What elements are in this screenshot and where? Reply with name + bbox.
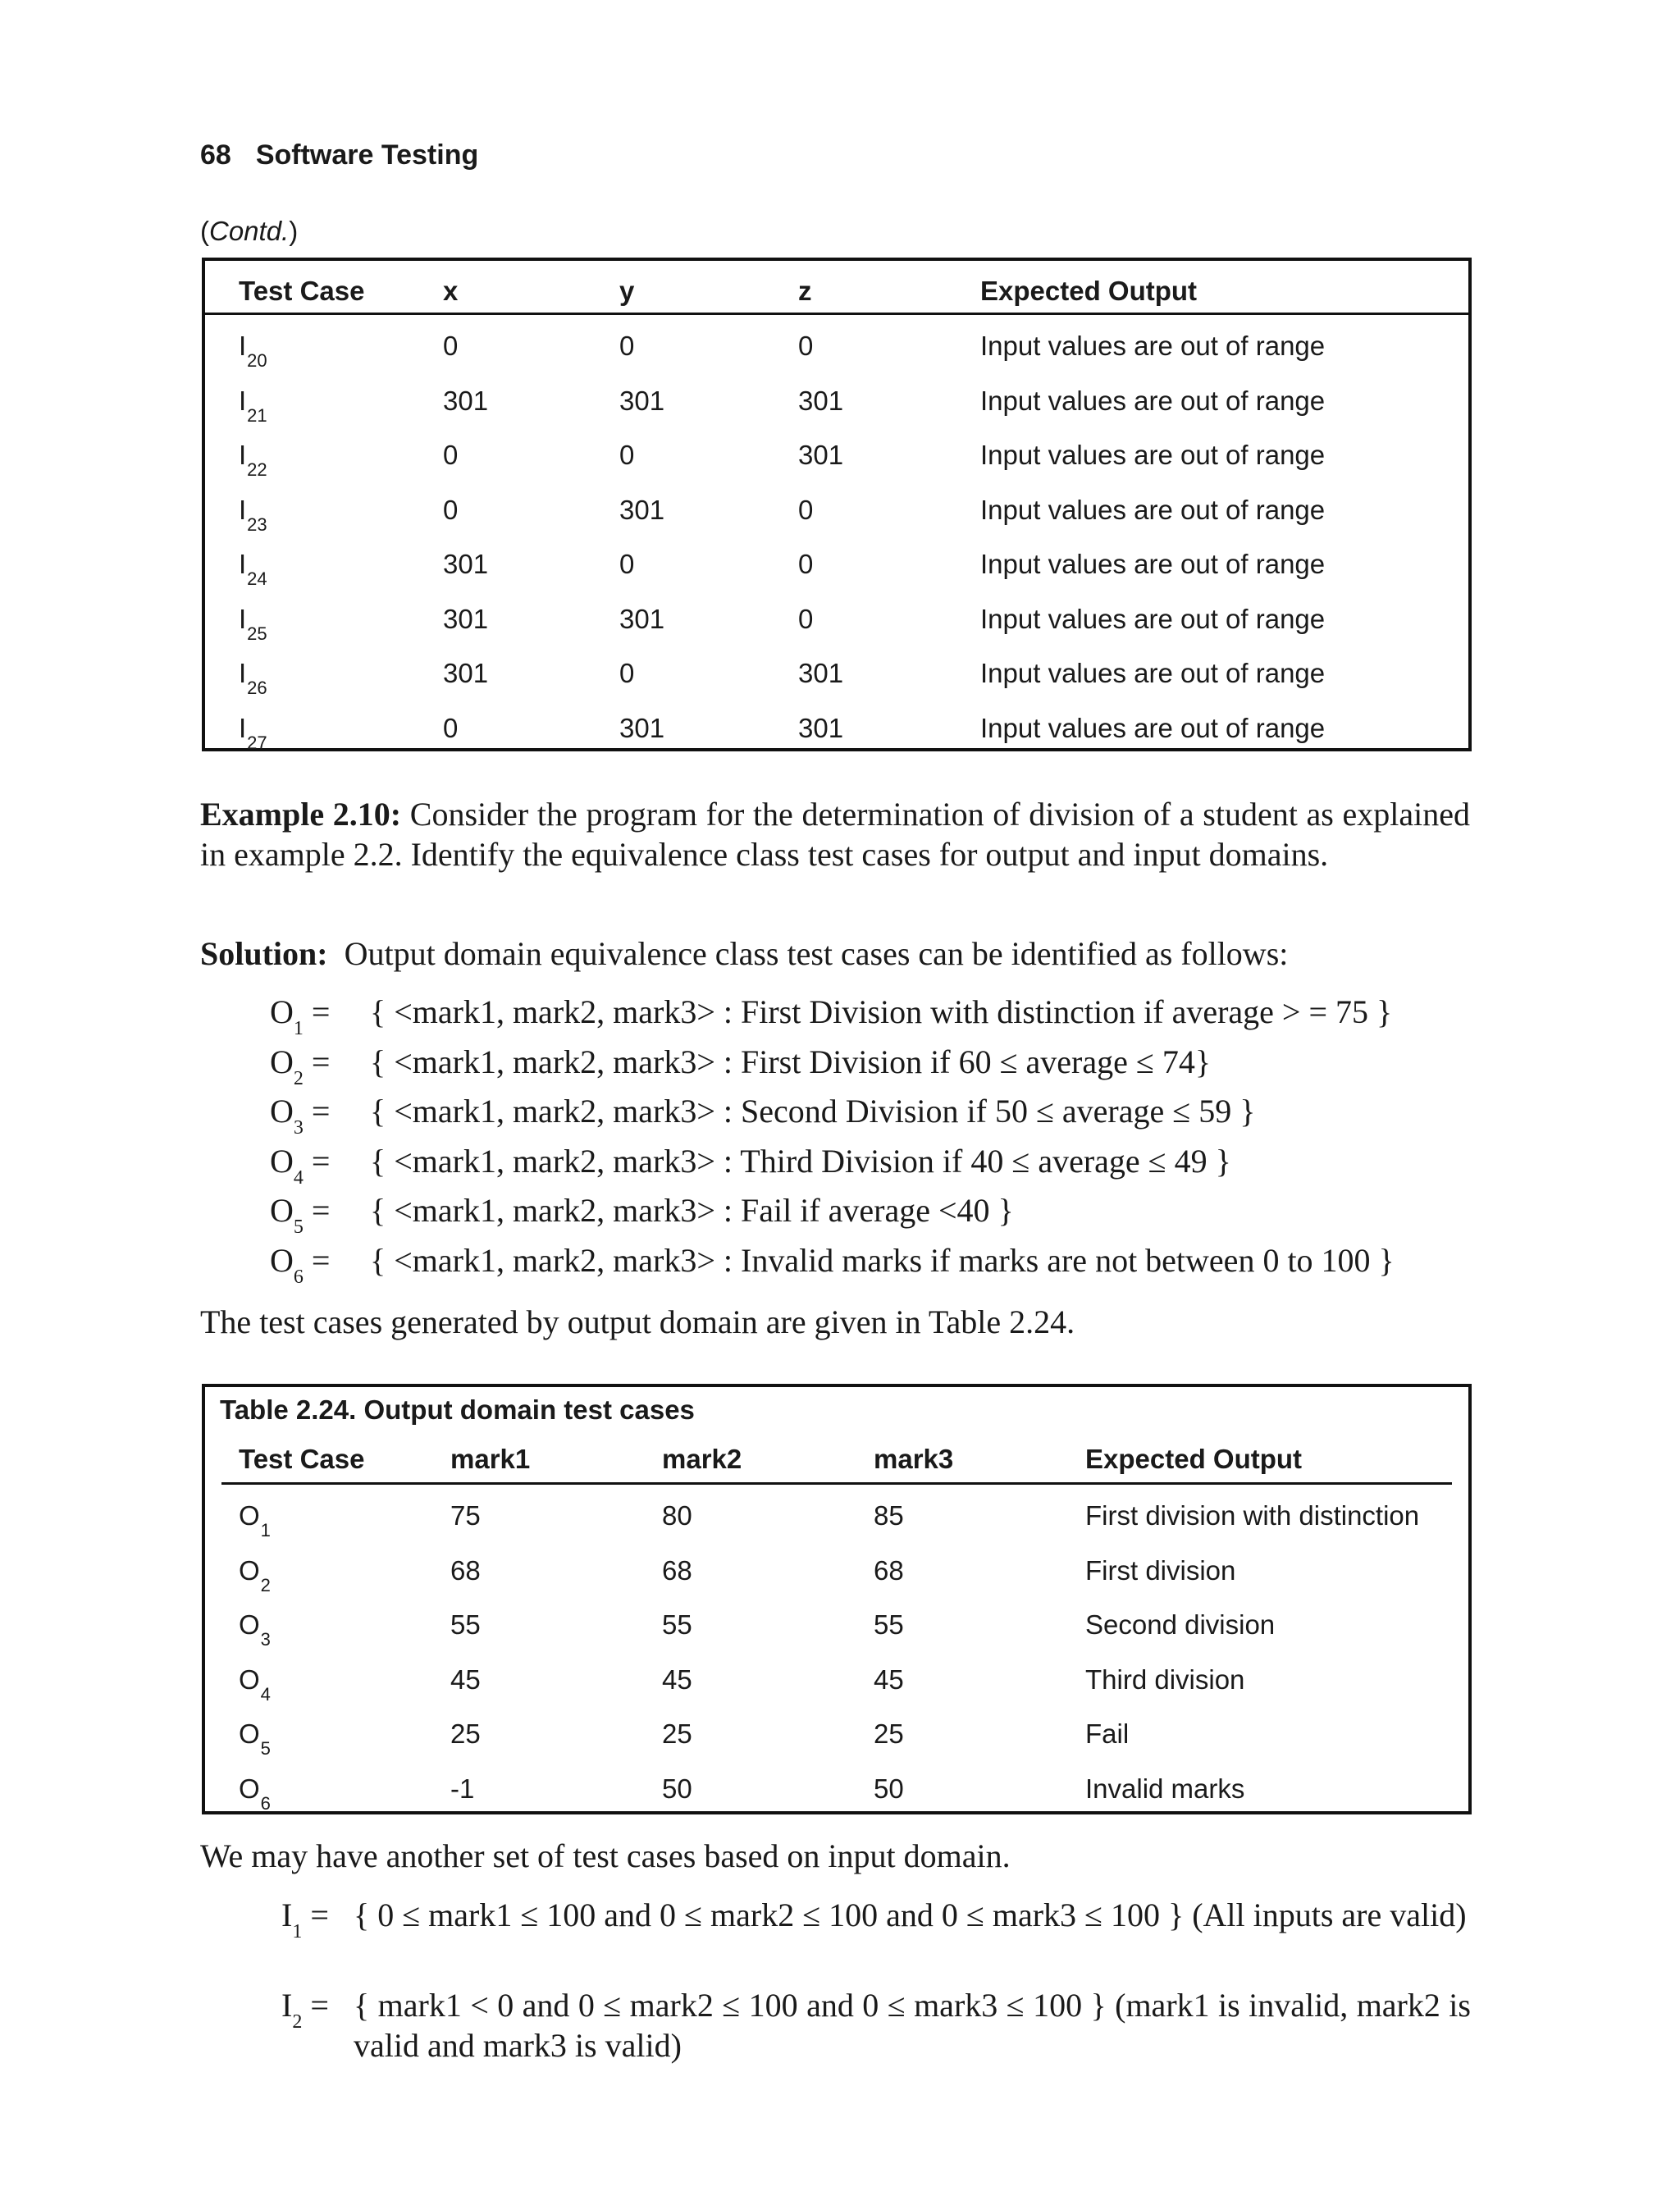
col-header-expected-output: Expected Output	[1085, 1444, 1303, 1474]
class-subscript: 1	[293, 1018, 304, 1039]
cell-y: 0	[619, 440, 635, 470]
test-case-symbol: I	[239, 494, 247, 525]
cell-z: 0	[798, 603, 814, 634]
example-label: Example 2.10:	[200, 796, 402, 833]
table-row	[205, 1554, 1468, 1595]
test-case-symbol: O	[239, 1609, 260, 1641]
cell-test-case	[239, 1773, 271, 1814]
test-case-symbol: O	[239, 1554, 260, 1586]
test-case-symbol: O	[239, 1664, 260, 1695]
cell-expected-output: First division	[1085, 1554, 1236, 1586]
class-lhs	[281, 1985, 329, 2031]
cell-y: 0	[619, 658, 635, 688]
cell-z: 0	[798, 494, 814, 525]
solution-text: Output domain equivalence class test cases can be identified as follows:	[344, 935, 1289, 972]
col-header-test-case: Test Case	[239, 276, 365, 306]
test-case-subscript: 1	[260, 1520, 271, 1540]
cell-mark3: 50	[874, 1773, 904, 1804]
cell-x: 0	[443, 331, 459, 361]
class-symbol: O	[270, 1043, 294, 1080]
test-case-symbol: I	[239, 658, 247, 688]
cell-mark1: 55	[450, 1609, 481, 1641]
cell-expected-output: Fail	[1085, 1718, 1130, 1750]
class-symbol: O	[270, 993, 294, 1030]
table-row	[205, 1500, 1468, 1540]
cell-mark2: 68	[662, 1554, 692, 1586]
cell-mark3: 55	[874, 1609, 904, 1641]
class-set: { mark1 < 0 and 0 ≤ mark2 ≤ 100 and 0 ≤ mark3 ≤ 100 } (mark1 is invalid, mark2 is valid and mark3 is valid)	[354, 1987, 1471, 2064]
test-case-symbol: I	[239, 385, 247, 416]
class-lhs	[270, 1142, 370, 1189]
table-caption-label: Table 2.24.	[220, 1394, 357, 1425]
table-row	[205, 712, 1468, 753]
cell-x: 0	[443, 440, 459, 470]
col-header-z: z	[798, 276, 812, 306]
cell-mark2: 25	[662, 1718, 692, 1750]
cell-expected-output: Input values are out of range	[980, 658, 1326, 688]
cell-x: 0	[443, 494, 459, 525]
cell-test-case	[239, 494, 267, 535]
range-test-table	[202, 258, 1472, 751]
cell-z: 0	[798, 331, 814, 361]
test-case-symbol: O	[239, 1773, 260, 1804]
example-text: Consider the program for the determination of division of a student as explained in example 2.2. Identify the equivalence class test cases for output and input domains.	[200, 796, 1471, 873]
test-case-subscript: 20	[247, 350, 267, 371]
test-case-subscript: 4	[260, 1683, 271, 1705]
cell-test-case	[239, 1718, 271, 1760]
test-case-symbol: I	[239, 603, 247, 634]
test-case-subscript: 25	[247, 623, 267, 644]
cell-mark1: -1	[450, 1773, 475, 1804]
page-number: 68	[200, 139, 231, 171]
cell-mark1: 25	[450, 1718, 481, 1750]
col-header-mark2: mark2	[662, 1444, 742, 1474]
test-case-subscript: 27	[247, 732, 267, 753]
col-header-expected-output: Expected Output	[980, 276, 1198, 306]
class-set: { <mark1, mark2, mark3> : Third Division if 40 ≤ average ≤ 49 }	[370, 1142, 1231, 1180]
table-row	[205, 658, 1468, 698]
cell-mark3: 25	[874, 1718, 904, 1750]
cell-test-case	[239, 603, 267, 644]
table-row	[205, 494, 1468, 535]
header-rule	[221, 1482, 1452, 1485]
class-symbol: I	[281, 1987, 293, 2024]
equals-sign: =	[311, 1043, 331, 1080]
class-subscript: 3	[293, 1117, 304, 1139]
table-intro: The test cases generated by output domain are given in Table 2.24.	[200, 1303, 1075, 1340]
test-case-symbol: I	[239, 331, 247, 361]
class-symbol: O	[270, 1241, 294, 1279]
book-title: Software Testing	[255, 139, 479, 171]
cell-y: 301	[619, 712, 665, 743]
class-subscript: 1	[292, 1921, 303, 1942]
class-set: { <mark1, mark2, mark3> : Invalid marks if marks are not between 0 to 100 }	[370, 1241, 1395, 1279]
class-subscript: 2	[293, 1067, 304, 1089]
header-rule	[205, 313, 1468, 315]
class-subscript: 6	[293, 1266, 304, 1288]
solution-paragraph	[200, 933, 1470, 974]
test-case-symbol: I	[239, 440, 247, 470]
class-lhs	[270, 1241, 370, 1288]
cell-test-case	[239, 712, 267, 753]
test-case-subscript: 22	[247, 459, 267, 480]
cell-x: 301	[443, 603, 489, 634]
cell-test-case	[239, 1609, 271, 1650]
output-class-definition	[270, 1093, 1256, 1139]
test-case-subscript: 2	[260, 1574, 271, 1595]
table-row	[205, 1773, 1468, 1814]
cell-expected-output: First division with distinction	[1085, 1500, 1420, 1531]
cell-test-case	[239, 440, 267, 480]
equals-sign: =	[311, 1241, 331, 1279]
col-header-y: y	[619, 276, 635, 306]
cell-mark2: 50	[662, 1773, 692, 1804]
class-lhs	[270, 1093, 370, 1139]
table-row	[205, 1609, 1468, 1650]
cell-expected-output: Second division	[1085, 1609, 1276, 1641]
col-header-mark3: mark3	[874, 1444, 954, 1474]
col-header-x: x	[443, 276, 459, 306]
cell-x: 0	[443, 712, 459, 743]
table-row	[205, 331, 1468, 371]
cell-y: 301	[619, 385, 665, 416]
class-set: { 0 ≤ mark1 ≤ 100 and 0 ≤ mark2 ≤ 100 and 0 ≤ mark3 ≤ 100 } (All inputs are valid)	[354, 1896, 1467, 1933]
cell-y: 301	[619, 494, 665, 525]
test-case-subscript: 21	[247, 404, 267, 426]
equals-sign: =	[311, 993, 331, 1030]
test-case-symbol: O	[239, 1500, 260, 1531]
cell-mark1: 45	[450, 1664, 481, 1695]
class-set: { <mark1, mark2, mark3> : First Division if 60 ≤ average ≤ 74}	[370, 1043, 1212, 1080]
cell-expected-output: Input values are out of range	[980, 549, 1326, 579]
cell-mark3: 85	[874, 1500, 904, 1531]
class-subscript: 5	[293, 1216, 304, 1238]
cell-x: 301	[443, 549, 489, 579]
class-set: { <mark1, mark2, mark3> : Second Division if 50 ≤ average ≤ 59 }	[370, 1093, 1256, 1130]
cell-mark3: 45	[874, 1664, 904, 1695]
output-class-definition	[270, 993, 1393, 1039]
class-symbol: O	[270, 1093, 294, 1130]
cell-y: 301	[619, 603, 665, 634]
class-lhs	[270, 993, 370, 1039]
input-intro: We may have another set of test cases based on input domain.	[200, 1837, 1011, 1874]
class-subscript: 4	[293, 1166, 304, 1189]
output-class-definition	[270, 1043, 1212, 1089]
contd-label: (Contd.)	[200, 216, 299, 246]
test-case-subscript: 23	[247, 513, 267, 535]
equals-sign: =	[311, 1142, 331, 1180]
cell-expected-output: Input values are out of range	[980, 331, 1326, 361]
table-caption	[220, 1394, 695, 1426]
test-case-subscript: 24	[247, 568, 267, 589]
class-lhs	[281, 1895, 329, 1941]
cell-expected-output: Input values are out of range	[980, 440, 1326, 470]
test-case-subscript: 6	[260, 1793, 271, 1814]
class-lhs	[270, 1192, 370, 1238]
equals-sign: =	[311, 1093, 331, 1130]
cell-z: 301	[798, 385, 844, 416]
running-head	[200, 139, 478, 171]
cell-expected-output: Input values are out of range	[980, 603, 1326, 634]
class-subscript: 2	[292, 2011, 303, 2033]
test-case-subscript: 5	[260, 1738, 271, 1760]
cell-test-case	[239, 1500, 271, 1540]
table-row	[205, 385, 1468, 426]
output-class-definition	[270, 1192, 1014, 1238]
class-set: { <mark1, mark2, mark3> : Fail if average <40 }	[370, 1192, 1014, 1229]
cell-test-case	[239, 1554, 271, 1595]
solution-label: Solution:	[200, 935, 328, 972]
table-row	[205, 440, 1468, 480]
cell-test-case	[239, 1664, 271, 1705]
cell-mark1: 75	[450, 1500, 481, 1531]
class-symbol: O	[270, 1192, 294, 1229]
cell-x: 301	[443, 385, 489, 416]
class-symbol: O	[270, 1142, 294, 1180]
equals-sign: =	[310, 1896, 329, 1933]
cell-y: 0	[619, 331, 635, 361]
class-set: { <mark1, mark2, mark3> : First Division with distinction if average > = 75 }	[370, 993, 1393, 1030]
output-class-definition	[270, 1142, 1231, 1189]
cell-z: 301	[798, 712, 844, 743]
table-row	[205, 549, 1468, 589]
cell-mark2: 55	[662, 1609, 692, 1641]
equals-sign: =	[310, 1987, 329, 2024]
cell-test-case	[239, 658, 267, 698]
cell-expected-output: Input values are out of range	[980, 712, 1326, 743]
cell-test-case	[239, 331, 267, 371]
cell-mark3: 68	[874, 1554, 904, 1586]
cell-z: 301	[798, 658, 844, 688]
example-paragraph	[200, 794, 1470, 874]
table-row	[205, 603, 1468, 644]
cell-test-case	[239, 549, 267, 589]
cell-mark2: 45	[662, 1664, 692, 1695]
cell-x: 301	[443, 658, 489, 688]
test-case-symbol: I	[239, 549, 247, 579]
cell-expected-output: Input values are out of range	[980, 385, 1326, 416]
cell-mark2: 80	[662, 1500, 692, 1531]
output-domain-table	[202, 1384, 1472, 1814]
test-case-subscript: 3	[260, 1629, 271, 1650]
cell-z: 0	[798, 549, 814, 579]
cell-y: 0	[619, 549, 635, 579]
col-header-mark1: mark1	[450, 1444, 531, 1474]
cell-expected-output: Input values are out of range	[980, 494, 1326, 525]
table-row	[205, 1664, 1468, 1705]
cell-z: 301	[798, 440, 844, 470]
table-row	[205, 1718, 1468, 1760]
cell-test-case	[239, 385, 267, 426]
equals-sign: =	[311, 1192, 331, 1229]
col-header-test-case: Test Case	[239, 1444, 365, 1474]
test-case-subscript: 26	[247, 678, 267, 698]
table-caption-text: Output domain test cases	[363, 1394, 695, 1425]
cell-expected-output: Third division	[1085, 1664, 1245, 1695]
test-case-symbol: I	[239, 712, 247, 743]
cell-mark1: 68	[450, 1554, 481, 1586]
class-symbol: I	[281, 1896, 293, 1933]
class-lhs	[270, 1043, 370, 1089]
output-class-definition	[270, 1241, 1395, 1288]
test-case-symbol: O	[239, 1718, 260, 1750]
cell-expected-output: Invalid marks	[1085, 1773, 1245, 1804]
